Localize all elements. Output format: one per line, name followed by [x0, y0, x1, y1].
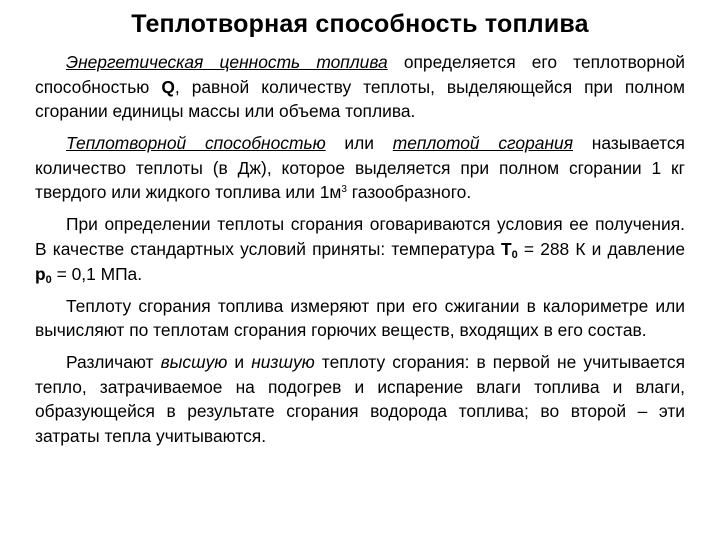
symbol-q: Q [161, 76, 175, 97]
subscript-0: 0 [511, 248, 518, 261]
slide-title: Теплотворная способность топлива [131, 10, 589, 38]
text: или [325, 133, 393, 154]
term-higher: высшую [160, 352, 228, 373]
paragraph-higher-lower [35, 350, 685, 448]
text: называется количество теплоты (в Дж), которое выделяется при полном сгорании 1 кг твердого или жидкого топлива или 1м [35, 133, 685, 203]
text: Теплоту сгорания топлива измеряют при его сжигании в калориметре или вычисляют по теплотам сгорания горючих веществ, входящих в его состав. [35, 295, 685, 341]
text: При определении теплоты сгорания оговариваются условия ее получения. В качестве стандартных условий приняты: температура [35, 214, 685, 259]
symbol-t: T [500, 238, 512, 259]
paragraph-definition [35, 131, 685, 205]
text: определяется его теплотворной способностью [35, 52, 686, 97]
symbol-t0 [501, 239, 518, 259]
paragraph-measurement [35, 294, 685, 343]
term-energy-value: Энергетическая ценность топлива [66, 52, 388, 72]
text: и [227, 352, 252, 373]
subscript-0: 0 [45, 273, 52, 286]
symbol-p: p [35, 263, 46, 284]
paragraph-standard-conditions [35, 212, 685, 286]
text: газообразного. [346, 182, 472, 203]
paragraph-energy-value [35, 50, 685, 124]
text: = 288 К и давление [517, 238, 685, 259]
slide-body [35, 50, 685, 456]
symbol-p0 [35, 264, 52, 284]
term-lower: низшую [251, 352, 315, 373]
text: теплоту сгорания: в первой не учитывается тепло, затрачиваемое на подогрев и испарение влаги топлива и влаги, образующейся в результате сгорания водорода топлива; во второй – эти затраты тепла учитываются. [35, 352, 686, 446]
superscript-3: 3 [341, 184, 347, 196]
text: = 0,1 МПа. [51, 263, 143, 284]
text: Различают [66, 352, 161, 373]
term-heat-of-combustion: теплотой сгорания [392, 133, 573, 154]
term-heat-capacity: Теплотворной способностью [66, 133, 326, 154]
text: , равной количеству теплоты, выделяющейся при полном сгорании единицы массы или объема топлива. [35, 76, 685, 122]
